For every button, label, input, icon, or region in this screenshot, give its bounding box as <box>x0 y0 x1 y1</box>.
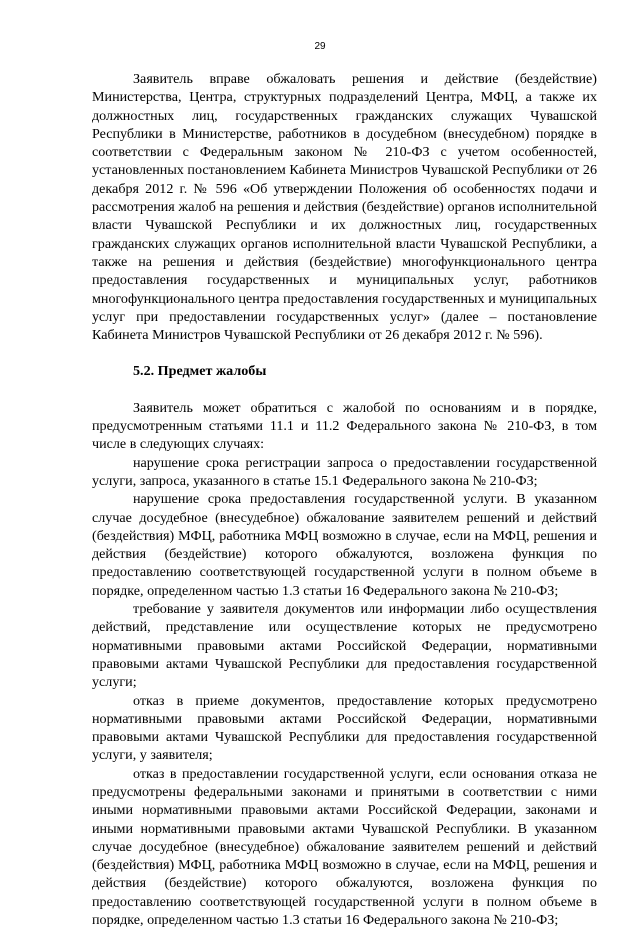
page-number: 29 <box>314 41 326 52</box>
spacer <box>92 381 597 399</box>
list-item-provision-delay: нарушение срока предоставления государственной услуги. В указанном случае досудебное (внесудебное) обжалование заявителем решений и действий (бездействия) МФЦ, работника МФЦ возможно в случае, если на МФЦ, решения и действия (бездействие) которого обжалуются, возложена функция по предоставлению соответствующей государственной услуги в полном объеме в порядке, определенном частью 1.3 статьи 16 Федерального закона № 210-ФЗ; <box>92 491 597 599</box>
paragraph-complaint-grounds: Заявитель может обратиться с жалобой по основаниям и в порядке, предусмотренным статьями 11.1 и 11.2 Федерального закона № 210-ФЗ, в том числе в следующих случаях: <box>92 399 597 453</box>
list-item-refusal-service: отказ в предоставлении государственной услуги, если основания отказа не предусмотрены федеральными законами и принятыми в соответствии с ними иными нормативными правовыми актами Российской Федерации, законами и иными нормативными правовыми актами Чувашской Республики. В указанном случае досудебное (внесудебное) обжалование заявителем решений и действий (бездействия) МФЦ, работника МФЦ возможно в случае, если на МФЦ, решения и действия (бездействие) которого обжалуются, возложена функция по предоставлению соответствующей государственной услуги в полном объеме в порядке, определенном частью 1.3 статьи 16 Федерального закона № 210-ФЗ; <box>92 765 597 929</box>
document-body <box>92 70 597 929</box>
section-heading: 5.2. Предмет жалобы <box>133 363 267 380</box>
list-item-registration-delay: нарушение срока регистрации запроса о предоставлении государственной услуги, запроса, указанного в статье 15.1 Федерального закона № 210-ФЗ; <box>92 454 597 489</box>
list-item-refusal-acceptance: отказ в приеме документов, предоставление которых предусмотрено нормативными правовыми актами Российской Федерации, нормативными правовыми актами Чувашской Республики для предоставления государственной услуги, у заявителя; <box>92 692 597 764</box>
list-item-extra-documents: требование у заявителя документов или информации либо осуществления действий, представление или осуществление которых не предусмотрено нормативными правовыми актами Российской Федерации, нормативными правовыми актами Чувашской Республики для предоставления государственной услуги; <box>92 601 597 691</box>
paragraph-appeal-right: Заявитель вправе обжаловать решения и действие (бездействие) Министерства, Центра, структурных подразделений Центра, МФЦ, а также их должностных лиц, государственных гражданских служащих Чувашской Республики в Министерстве, работников в досудебном (внесудебном) порядке в соответствии с Федеральным законом № 210-ФЗ с учетом особенностей, установленных постановлением Кабинета Министров Чувашской Республики от 26 декабря 2012 г. № 596 «Об утверждении Положения об особенностях подачи и рассмотрения жалоб на решения и действия (бездействие) органов исполнительной власти Чувашской Республики и их должностных лиц, государственных гражданских служащих органов исполнительной власти Чувашской Республики, а также на решения и действия (бездействие) многофункционального центра предоставления государственных и муниципальных услуг, работников многофункционального центра предоставления государственных и муниципальных услуг при предоставлении государственных услуг» (далее – постановление Кабинета Министров Чувашской Республики от 26 декабря 2012 г. № 596). <box>92 71 597 344</box>
spacer <box>92 344 597 362</box>
